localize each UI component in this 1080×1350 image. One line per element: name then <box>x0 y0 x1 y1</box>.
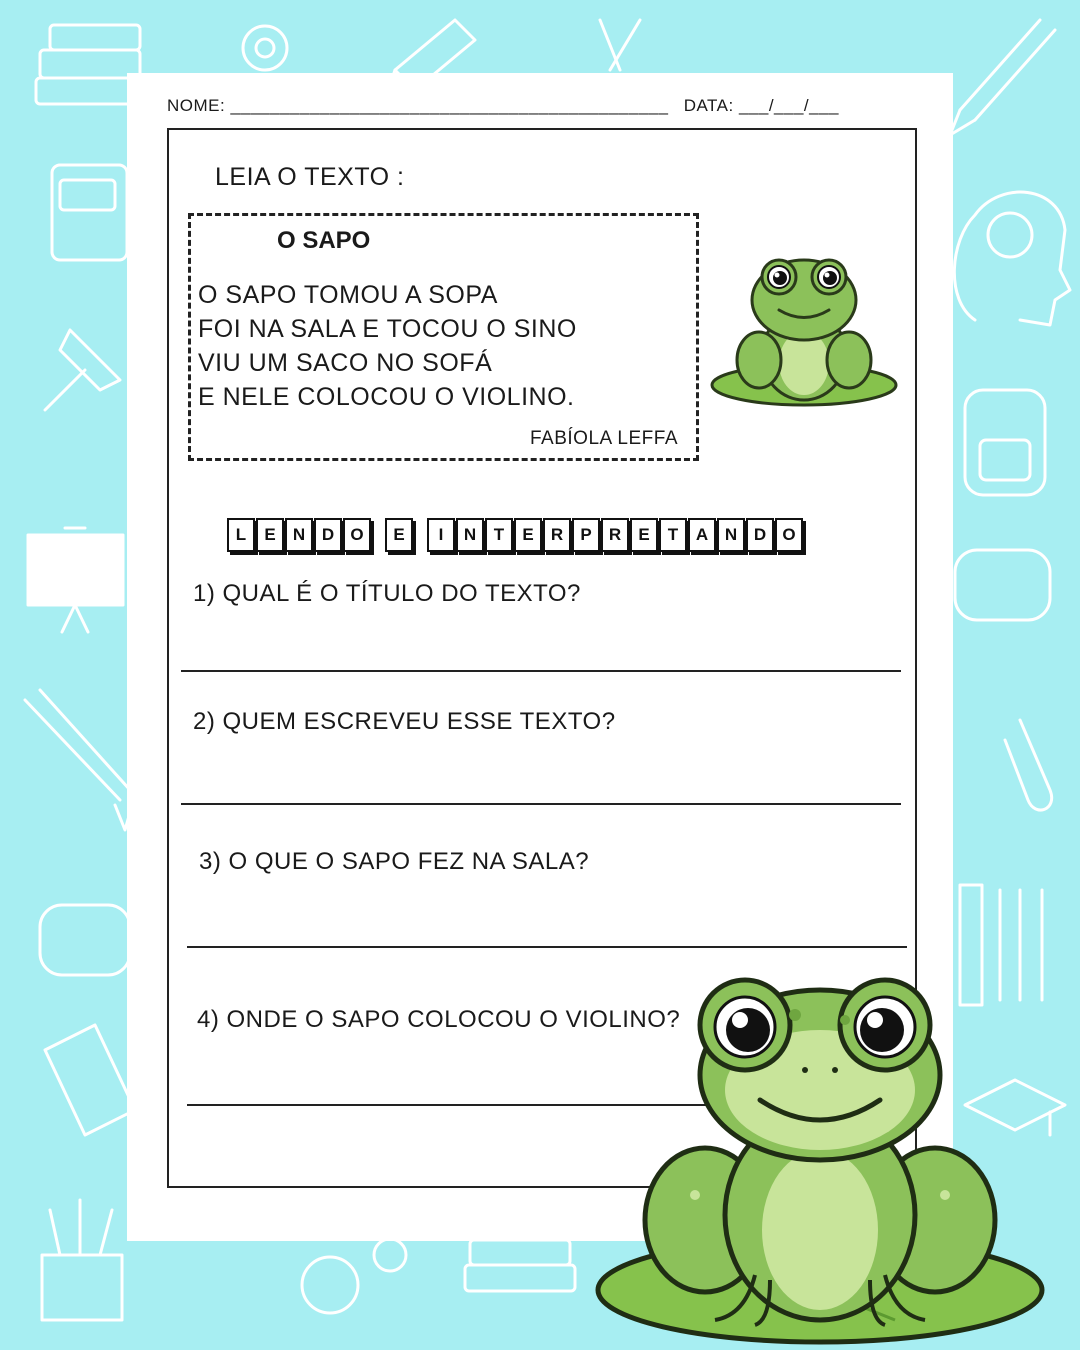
heading-letter-tile: E <box>256 518 284 552</box>
books-bottom-icon <box>465 1240 575 1291</box>
answer-line-3[interactable] <box>187 946 907 948</box>
poem-line: O SAPO TOMOU A SOPA <box>198 281 498 309</box>
section-heading-lendo-e-interpretando <box>227 515 803 555</box>
pin-icon <box>45 330 120 410</box>
heading-letter-tile: T <box>659 518 687 552</box>
heading-letter-tile: D <box>746 518 774 552</box>
heading-letter-tile: E <box>630 518 658 552</box>
heading-letter-tile: R <box>601 518 629 552</box>
heading-letter-tile: R <box>543 518 571 552</box>
poem-line: VIU UM SACO NO SOFÁ <box>198 349 493 377</box>
poem-title: O SAPO <box>277 227 371 254</box>
heading-letter-tile: O <box>343 518 371 552</box>
backpack-icon <box>965 390 1045 495</box>
pencil-cup-icon <box>42 1200 122 1320</box>
scissors-icon <box>600 20 640 70</box>
heading-letter-tile: N <box>285 518 313 552</box>
heading-letter-tile: N <box>717 518 745 552</box>
header-row <box>167 96 849 116</box>
poem-line: FOI NA SALA E TOCOU O SINO <box>198 315 577 343</box>
pencil-left-icon <box>45 1025 135 1135</box>
heading-word <box>427 518 803 552</box>
poem-line: E NELE COLOCOU O VIOLINO. <box>198 383 575 411</box>
paperclip-icon <box>1005 720 1052 810</box>
heading-letter-tile: P <box>572 518 600 552</box>
heading-letter-tile: D <box>314 518 342 552</box>
gear-icon <box>243 26 287 70</box>
heading-letter-tile: O <box>775 518 803 552</box>
small-frog-illustration <box>709 245 909 415</box>
pen-icon <box>950 20 1055 135</box>
instruction-text: LEIA O TEXTO : <box>215 163 405 191</box>
heading-letter-tile: L <box>227 518 255 552</box>
poem-lines <box>198 278 577 414</box>
whiteboard-icon <box>28 528 123 632</box>
large-frog-illustration <box>595 975 1055 1350</box>
camera-icon <box>52 165 127 260</box>
heading-word <box>385 518 413 552</box>
heading-letter-tile: E <box>514 518 542 552</box>
heading-word <box>227 518 371 552</box>
heading-letter-tile: N <box>456 518 484 552</box>
answer-line-2[interactable] <box>181 803 901 805</box>
heading-letter-tile: T <box>485 518 513 552</box>
question-3: 3) O QUE O SAPO FEZ NA SALA? <box>199 848 590 875</box>
question-1: 1) QUAL É O TÍTULO DO TEXTO? <box>193 580 581 607</box>
date-field[interactable]: DATA: ___/___/___ <box>683 96 839 115</box>
name-field[interactable]: NOME: ____________________________________________ <box>167 96 669 115</box>
poem-author: FABÍOLA LEFFA <box>529 428 678 449</box>
answer-line-1[interactable] <box>181 670 901 672</box>
pen-left-icon <box>25 690 135 830</box>
heading-letter-tile: I <box>427 518 455 552</box>
heading-letter-tile: E <box>385 518 413 552</box>
heading-letter-tile: A <box>688 518 716 552</box>
gears-bottom-icon <box>302 1239 406 1313</box>
question-4: 4) ONDE O SAPO COLOCOU O VIOLINO? <box>197 1006 681 1033</box>
poem-box <box>188 213 699 461</box>
brain-icon <box>954 192 1070 325</box>
question-2: 2) QUEM ESCREVEU ESSE TEXTO? <box>193 708 616 735</box>
